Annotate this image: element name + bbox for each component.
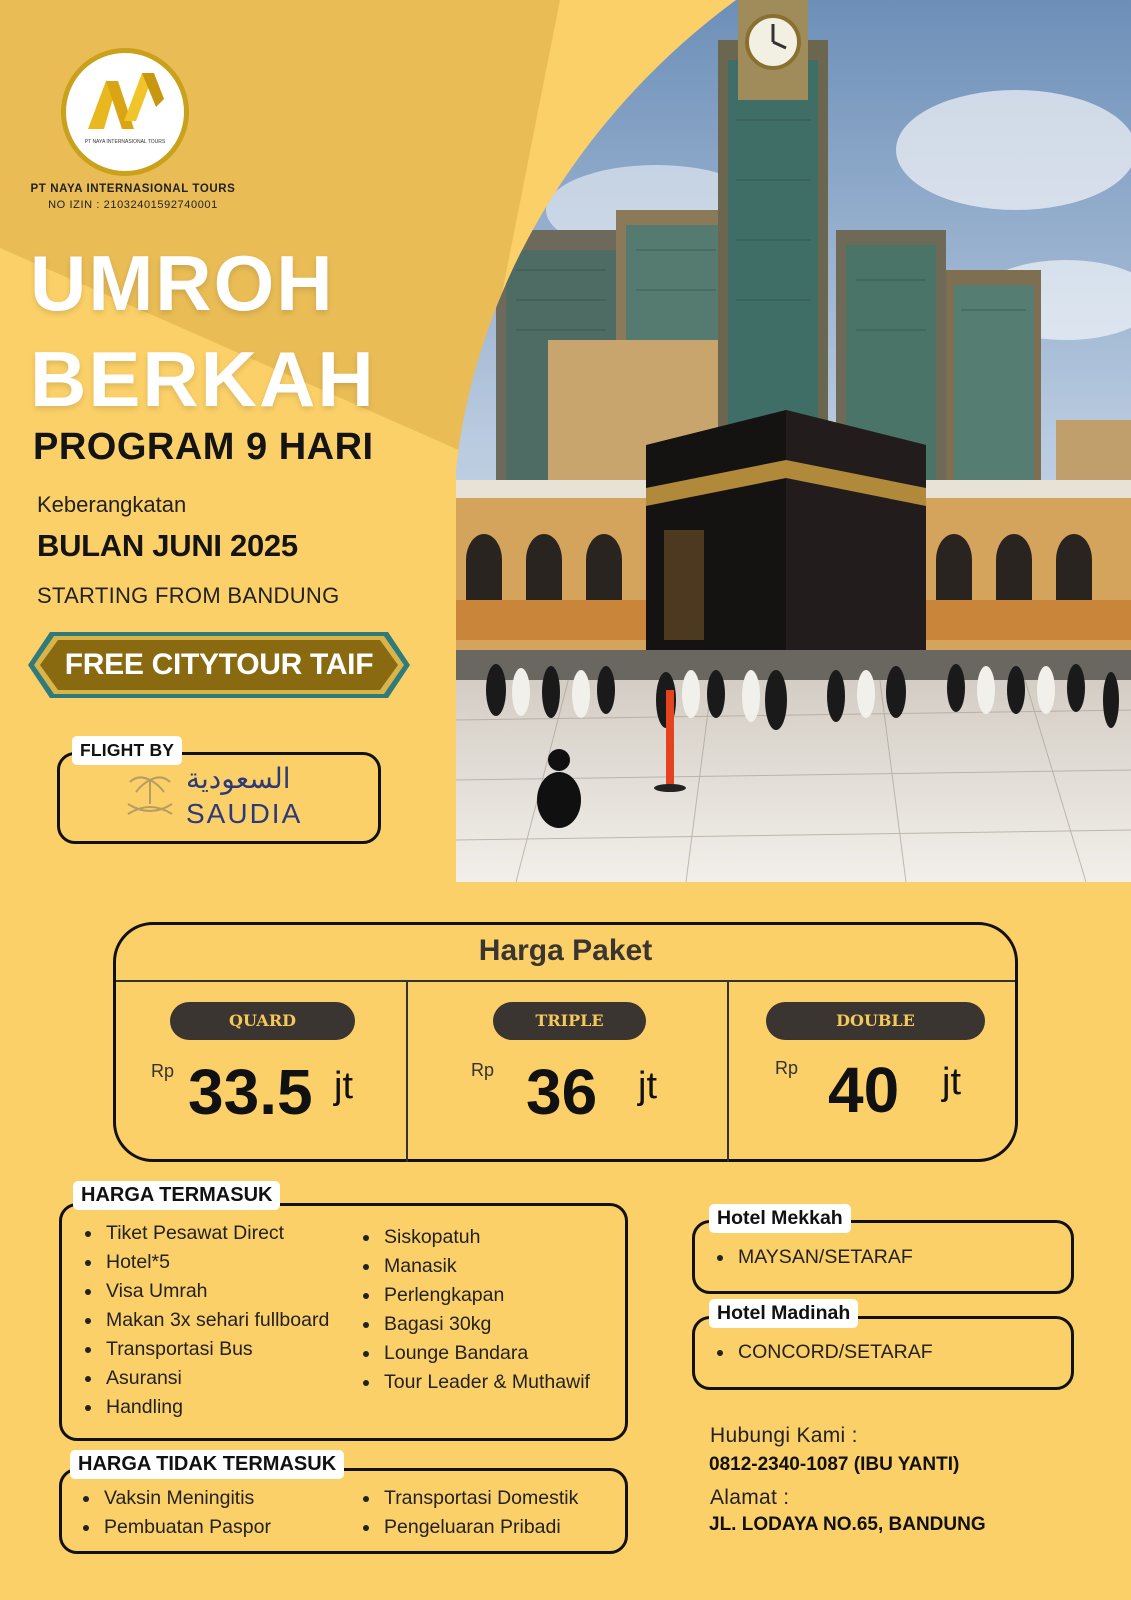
list-item: Transportasi Domestik — [358, 1484, 578, 1513]
title-line-1: UMROH — [30, 239, 335, 327]
unit-label: jt — [334, 1065, 353, 1107]
palm-swords-icon — [124, 770, 176, 826]
hotel-madinah-list — [712, 1338, 933, 1367]
list-item: Pengeluaran Pribadi — [358, 1513, 578, 1542]
contact-address: JL. LODAYA NO.65, BANDUNG — [709, 1514, 986, 1535]
price-triple: 36 — [526, 1056, 598, 1128]
price-box — [113, 922, 1018, 1162]
list-item: MAYSAN/SETARAF — [712, 1243, 913, 1272]
list-item: Pembuatan Paspor — [78, 1513, 271, 1542]
list-item: Tour Leader & Muthawif — [358, 1368, 590, 1397]
list-item: Perlengkapan — [358, 1281, 590, 1310]
list-item: Hotel*5 — [80, 1248, 329, 1277]
list-item: Siskopatuh — [358, 1223, 590, 1252]
package-type-double: DOUBLE — [766, 1002, 985, 1040]
list-item: Vaksin Meningitis — [78, 1484, 271, 1513]
kaaba-photo — [456, 0, 1131, 882]
list-item: Asuransi — [80, 1364, 329, 1393]
excluded-list-left — [78, 1484, 271, 1542]
list-item: Tiket Pesawat Direct — [80, 1219, 329, 1248]
excluded-list-right — [358, 1484, 578, 1542]
currency-label: Rp — [471, 1060, 495, 1080]
included-heading: HARGA TERMASUK — [73, 1181, 280, 1210]
price-double: 40 — [828, 1054, 900, 1126]
flight-label: FLIGHT BY — [72, 736, 182, 765]
currency-label: Rp — [775, 1058, 799, 1078]
address-label: Alamat : — [710, 1486, 790, 1509]
saudia-wordmark: SAUDIA — [186, 798, 303, 829]
company-name: PT NAYA INTERNASIONAL TOURS — [30, 183, 236, 195]
program-duration: PROGRAM 9 HARI — [33, 426, 374, 468]
list-item: Makan 3x sehari fullboard — [80, 1306, 329, 1335]
price-heading: Harga Paket — [116, 925, 1015, 982]
list-item: CONCORD/SETARAF — [712, 1338, 933, 1367]
contact-label: Hubungi Kami : — [710, 1424, 858, 1447]
unit-label: jt — [638, 1065, 657, 1107]
price-divider — [727, 982, 729, 1162]
hotel-madinah-label: Hotel Madinah — [709, 1299, 858, 1328]
unit-label: jt — [942, 1061, 961, 1103]
contact-phone[interactable]: 0812-2340-1087 (IBU YANTI) — [709, 1454, 960, 1475]
starting-city: STARTING FROM BANDUNG — [37, 583, 340, 608]
list-item: Visa Umrah — [80, 1277, 329, 1306]
title-line-2: BERKAH — [30, 335, 376, 423]
list-item: Manasik — [358, 1252, 590, 1281]
package-type-triple: TRIPLE — [493, 1002, 646, 1040]
company-logo — [61, 48, 189, 176]
departure-label: Keberangkatan — [37, 492, 187, 517]
price-divider — [406, 982, 408, 1162]
citytour-badge: FREE CITYTOUR TAIF — [64, 648, 374, 681]
list-item: Handling — [80, 1393, 329, 1422]
price-quard: 33.5 — [188, 1056, 313, 1128]
currency-label: Rp — [151, 1061, 175, 1081]
package-type-quard: QUARD — [170, 1002, 355, 1040]
saudia-arabic-wordmark: السعودية — [186, 762, 291, 795]
included-list-left — [80, 1219, 329, 1422]
included-list-right — [358, 1223, 590, 1397]
list-item: Bagasi 30kg — [358, 1310, 590, 1339]
company-license: NO IZIN : 21032401592740001 — [48, 199, 218, 211]
departure-month: BULAN JUNI 2025 — [37, 528, 298, 563]
hotel-mekkah-list — [712, 1243, 913, 1272]
excluded-heading: HARGA TIDAK TERMASUK — [70, 1450, 344, 1479]
list-item: Transportasi Bus — [80, 1335, 329, 1364]
logo-caption: PT NAYA INTERNASIONAL TOURS — [84, 139, 166, 145]
naya-logo-icon — [84, 69, 166, 139]
list-item: Lounge Bandara — [358, 1339, 590, 1368]
hotel-mekkah-label: Hotel Mekkah — [709, 1204, 851, 1233]
